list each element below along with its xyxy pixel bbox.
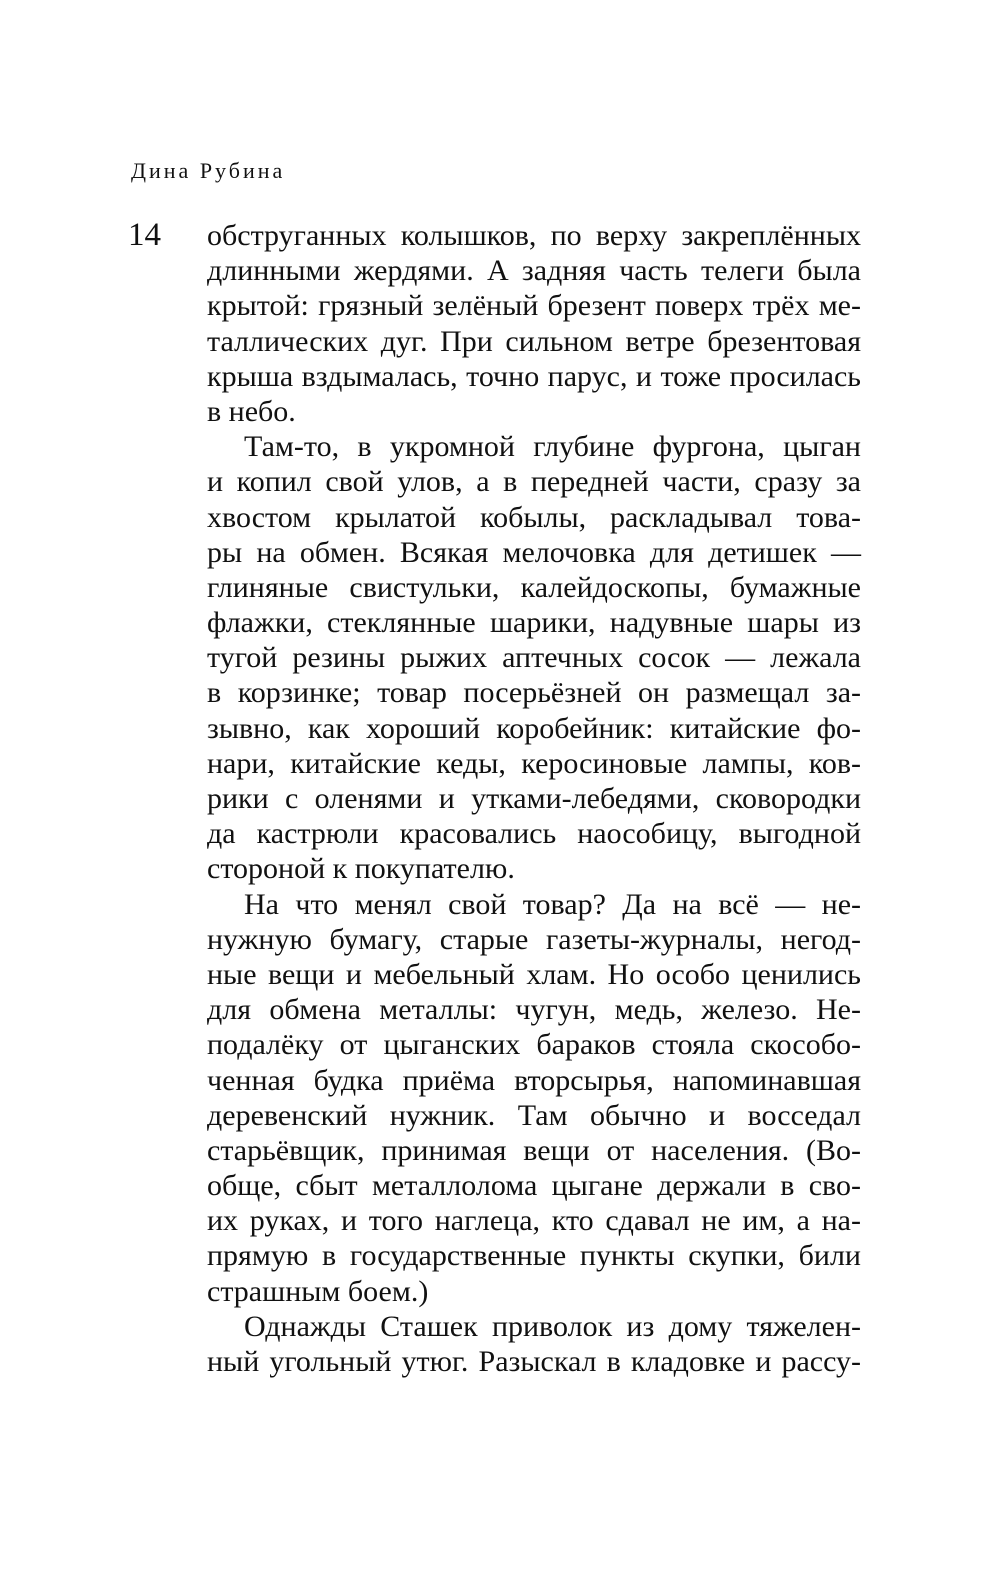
text-line: нужную бумагу, старые газеты-журналы, негод- <box>207 922 861 956</box>
text-line: для обмена металлы: чугун, медь, железо. Не- <box>207 993 861 1027</box>
text-line: Там-то, в укромной глубине фургона, цыган <box>244 430 861 464</box>
text-line: их руках, и того наглеца, кто сдавал не им, а на- <box>207 1204 861 1238</box>
text-line: крытой: грязный зелёный брезент поверх трёх ме- <box>207 289 861 323</box>
text-line: прямую в государственные пункты скупки, били <box>207 1239 861 1273</box>
text-line: стороной к покупателю. <box>207 852 515 886</box>
text-line: ченная будка приёма вторсырья, напоминавшая <box>207 1063 861 1097</box>
text-line: да кастрюли красовались наособицу, выгодной <box>207 817 861 851</box>
text-line: подалёку от цыганских бараков стояла скособо- <box>207 1028 861 1062</box>
text-line: старьёвщик, принимая вещи от населения. (Во- <box>207 1133 861 1167</box>
text-line: тугой резины рыжих аптечных сосок — лежала <box>207 641 861 675</box>
text-line: крыша вздымалась, точно парус, и тоже просилась <box>207 359 861 393</box>
text-line: в небо. <box>207 394 296 428</box>
text-line: длинными жердями. А задняя часть телеги была <box>207 254 861 288</box>
text-line: страшным боем.) <box>207 1274 429 1308</box>
text-line: хвостом крылатой кобылы, раскладывал това- <box>207 500 861 534</box>
text-line: На что менял свой товар? Да на всё — не- <box>244 887 861 921</box>
text-line: деревенский нужник. Там обычно и восседал <box>207 1098 861 1132</box>
text-line: таллических дуг. При сильном ветре брезентовая <box>207 324 861 358</box>
text-line: ры на обмен. Всякая мелочовка для детишек — <box>207 535 861 569</box>
body-text <box>207 218 861 1379</box>
text-line: рики с оленями и утками-лебедями, сковородки <box>207 782 861 815</box>
text-line: глиняные свистульки, калейдоскопы, бумажные <box>207 570 861 604</box>
text-line: нари, китайские кеды, керосиновые лампы, ков- <box>207 746 861 780</box>
running-header-author: Дина Рубина <box>131 158 286 183</box>
text-line: обструганных колышков, по верху закреплённых <box>207 219 861 252</box>
text-line: в корзинке; товар посерьёзней он размещал за- <box>207 676 861 710</box>
page-number: 14 <box>128 217 161 253</box>
text-line: обще, сбыт металлолома цыгане держали в сво- <box>207 1169 861 1203</box>
text-line: Однажды Сташек приволок из дому тяжелен- <box>244 1309 861 1343</box>
text-line: ные вещи и мебельный хлам. Но особо ценились <box>207 957 861 991</box>
text-line: зывно, как хороший коробейник: китайские фо- <box>207 711 861 745</box>
text-line: флажки, стеклянные шарики, надувные шары из <box>207 606 861 640</box>
text-line: и копил свой улов, а в передней части, сразу за <box>207 465 861 499</box>
text-line: ный угольный утюг. Разыскал в кладовке и рассу- <box>207 1345 861 1378</box>
